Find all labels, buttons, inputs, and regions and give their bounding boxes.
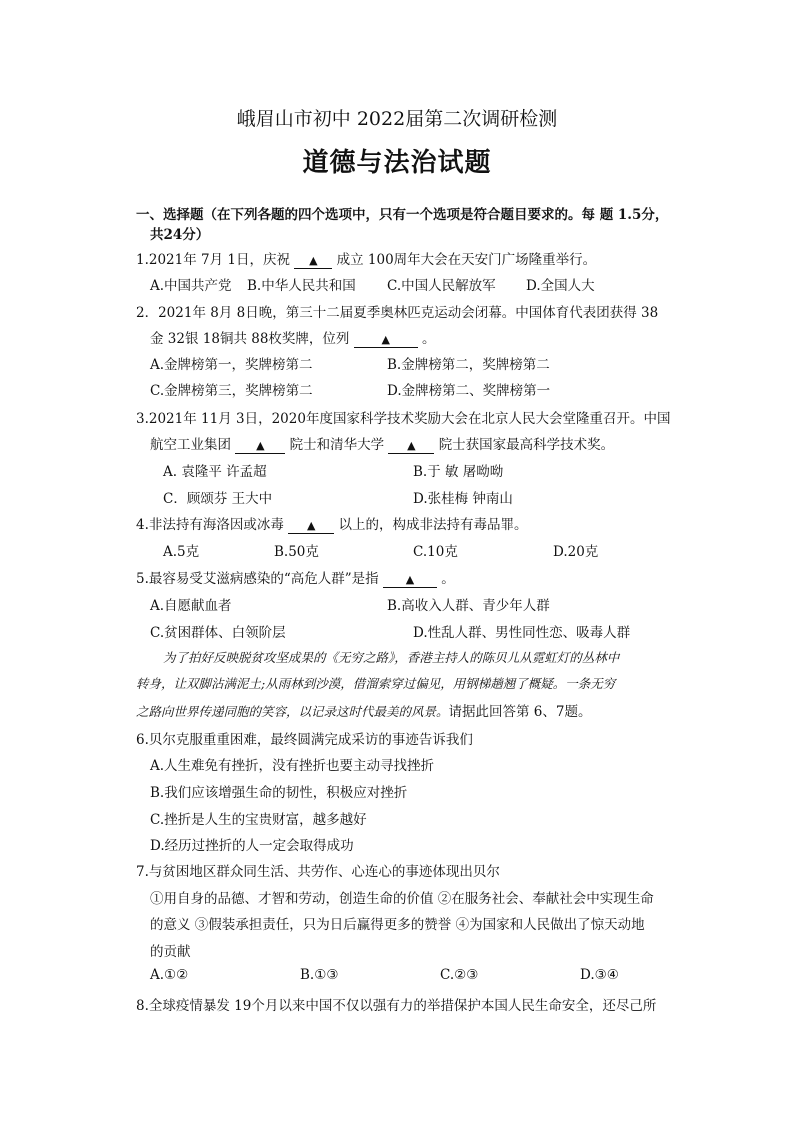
q4-blank [288, 518, 334, 534]
q3-blank-1 [235, 438, 285, 454]
q1-option-b: B.中华人民共和国 [247, 278, 356, 294]
q2-option-c: C.金牌榜第三，奖牌榜第二 [150, 383, 313, 399]
q7-option-b: B.①③ [300, 967, 339, 983]
q7-statements-line3: 的贡献 [150, 944, 191, 960]
q1-blank [294, 253, 332, 269]
blank-marker-icon: ▲ [256, 439, 265, 452]
question-1-stem [136, 248, 596, 269]
q7-option-a: A.①② [150, 967, 189, 983]
question-7-stem: 7.与贫困地区群众同生活、共劳作、心连心的事迹体现出贝尔 [136, 864, 500, 880]
q5-option-b: B.高收入人群、青少年人群 [387, 598, 550, 614]
q2-option-b: B.金牌榜第二，奖牌榜第二 [387, 357, 550, 373]
q6-option-d: D.经历过挫折的人一定会取得成功 [150, 838, 354, 854]
question-2-line2 [150, 327, 436, 348]
q2-line2-post: 。 [422, 331, 436, 347]
q5-option-d: D.性乱人群、男性同性恋、吸毒人群 [413, 625, 631, 641]
q1-option-a: A.中国共产党 [150, 278, 232, 294]
q6-option-c: C.挫折是人生的宝贵财富，越多越好 [150, 812, 367, 828]
q4-option-c: C.10克 [413, 544, 458, 560]
q3-line2-pre: 航空工业集团 [150, 437, 231, 453]
q6-option-b: B.我们应该增强生命的韧性，积极应对挫折 [150, 785, 408, 801]
passage-line3-italic: 之路向世界传递同胞的笑容，以记录这时代最美的风景。 [136, 704, 449, 719]
q3-blank-2 [388, 438, 434, 454]
q5-post: 。 [441, 571, 455, 587]
passage-line3-normal: 请据此回答第 6、7题。 [448, 704, 592, 720]
q3-option-d: D.张桂梅 钟南山 [413, 491, 513, 507]
question-6-stem: 6.贝尔克服重重困难，最终圆满完成采访的事迹告诉我们 [136, 732, 473, 748]
blank-marker-icon: ▲ [405, 573, 415, 586]
q1-option-c: C.中国人民解放军 [387, 278, 496, 294]
q2-option-a: A.金牌榜第一，奖牌榜第二 [150, 357, 313, 373]
blank-marker-icon: ▲ [381, 333, 390, 346]
q3-option-c: C．顾颂芬 王大中 [163, 491, 273, 507]
section-heading-line2: 共24分） [150, 227, 210, 243]
exam-subtitle: 峨眉山市初中 2022届第二次调研检测 [236, 108, 558, 130]
q5-option-a: A.自愿献血者 [150, 598, 232, 614]
blank-marker-icon: ▲ [306, 519, 316, 532]
q2-blank [354, 332, 418, 348]
question-3-line1: 3.2021年 11月 3日，2020年度国家科学技术奖励大会在北京人民大会堂隆重召开。中国 [136, 411, 671, 427]
passage-line2: 转身，让双脚沾满泥土;从雨林到沙漠，借溜索穿过偏见，用钢梯趟翘了概疑。一条无穷 [136, 676, 616, 691]
question-2-line1: 2．2021年 8月 8日晚，第三十二届夏季奥林匹克运动会闭幕。中国体育代表团获得 38 [136, 305, 659, 321]
q1-pre: 1.2021年 7月 1日，庆祝 [136, 252, 290, 268]
passage-line3 [136, 700, 592, 720]
q5-pre: 5.最容易受艾滋病感染的“高危人群”是指 [136, 571, 379, 587]
q5-blank [383, 572, 437, 588]
question-5-stem [136, 567, 455, 588]
q2-option-d: D.金牌榜第二、奖牌榜第一 [387, 383, 551, 399]
q6-option-a: A.人生难免有挫折，没有挫折也要主动寻找挫折 [150, 758, 435, 774]
q7-option-d: D.③④ [580, 967, 619, 983]
q4-post: 以上的，构成非法持有毒品罪。 [338, 517, 528, 533]
question-8-line1: 8.全球疫情暴发 19个月以来中国不仅以强有力的举措保护本国人民生命安全，还尽己所 [136, 998, 657, 1014]
q2-line2-pre: 金 32银 18铜共 88枚奖牌，位列 [150, 331, 350, 347]
passage-line1: 为了拍好反映脱贫攻坚成果的《无穷之路》，香港主持人的陈贝儿从霓虹灯的丛林中 [163, 650, 620, 665]
q7-statements-line2: 的意义 ③假装承担责任，只为日后赢得更多的赞誉 ④为国家和人民做出了惊天动地 [150, 917, 645, 933]
q4-option-b: B.50克 [274, 544, 319, 560]
q3-line2-mid: 院士和清华大学 [289, 437, 385, 453]
q4-option-d: D.20克 [553, 544, 599, 560]
exam-title: 道德与法治试题 [302, 148, 492, 178]
question-3-line2 [150, 433, 614, 454]
q3-option-b: B.于 敏 屠呦呦 [413, 464, 504, 480]
q4-option-a: A.5克 [163, 544, 200, 560]
q1-option-d: D.全国人大 [526, 278, 595, 294]
q5-option-c: C.贫困群体、白领阶层 [150, 625, 286, 641]
q4-pre: 4.非法持有海洛因或冰毒 [136, 517, 284, 533]
q7-option-c: C.②③ [440, 967, 479, 983]
q3-line2-post: 院士获国家最高科学技术奖。 [438, 437, 615, 453]
q7-statements-line1: ①用自身的品德、才智和劳动，创造生命的价值 ②在服务社会、奉献社会中实现生命 [150, 891, 654, 907]
blank-marker-icon: ▲ [407, 439, 416, 452]
q1-post: 成立 100周年大会在天安门广场隆重举行。 [336, 252, 597, 268]
question-4-stem [136, 513, 527, 534]
blank-marker-icon: ▲ [309, 254, 318, 267]
section-heading-line1: 一、选择题（在下列各题的四个选项中，只有一个选项是符合题目要求的。每 题 1.5分， [136, 207, 669, 223]
q3-option-a: A. 袁隆平 许孟超 [163, 464, 267, 480]
